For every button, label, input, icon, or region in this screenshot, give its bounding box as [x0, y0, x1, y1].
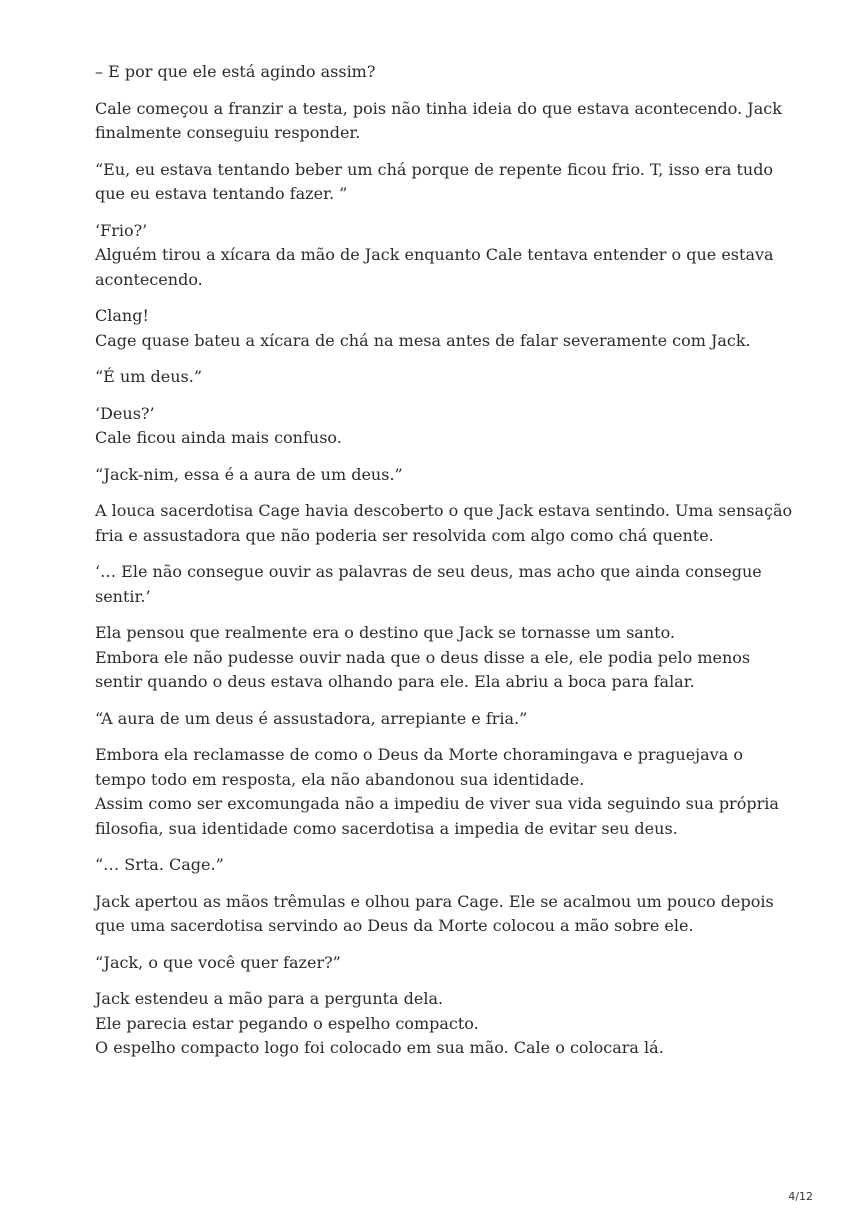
paragraph — [95, 853, 795, 878]
text-line: ‘Frio?’ — [95, 220, 148, 240]
text-line: O espelho compacto logo foi colocado em sua mão. Cale o colocara lá. — [95, 1038, 664, 1057]
paragraph — [95, 707, 795, 732]
text-line: “Jack-nim, essa é a aura de um deus.” — [95, 464, 403, 484]
text-line: ‘… Ele não consegue ouvir as palavras de seu deus, mas acho que ainda consegue sentir.’ — [95, 562, 762, 606]
paragraph — [95, 304, 795, 353]
paragraph — [95, 743, 795, 841]
text-line: Cage quase bateu a xícara de chá na mesa antes de falar severamente com Jack. — [95, 330, 751, 350]
text-line: Embora ela reclamasse de como o Deus da Morte choramingava e praguejava o tempo todo em resposta, ela não abandonou sua identidade. — [95, 745, 743, 789]
text-line: Clang! — [95, 306, 149, 325]
text-line: Ele parecia estar pegando o espelho compacto. — [95, 1013, 479, 1033]
text-line: – E por que ele está agindo assim? — [95, 62, 376, 81]
paragraph — [95, 60, 795, 85]
text-line: Jack estendeu a mão para a pergunta dela. — [95, 989, 444, 1008]
text-line: A louca sacerdotisa Cage havia descoberto o que Jack estava sentindo. Uma sensação fria e assustadora que não poderia ser resolvida com algo como chá quente. — [95, 501, 793, 545]
document-body — [95, 60, 795, 1073]
text-line: ‘Deus?’ — [95, 403, 155, 423]
text-line: Cale ficou ainda mais confuso. — [95, 428, 342, 447]
paragraph — [95, 621, 795, 695]
text-line: Jack apertou as mãos trêmulas e olhou para Cage. Ele se acalmou um pouco depois que uma sacerdotisa servindo ao Deus da Morte colocou a mão sobre ele. — [95, 891, 774, 935]
text-line: Assim como ser excomungada não a impediu de viver sua vida seguindo sua própria filosofia, sua identidade como sacerdotisa a impedia de evitar seu deus. — [95, 794, 779, 838]
paragraph — [95, 560, 795, 609]
text-line: Embora ele não pudesse ouvir nada que o deus disse a ele, ele podia pelo menos sentir quando o deus estava olhando para ele. Ela abriu a boca para falar. — [95, 647, 751, 691]
paragraph — [95, 97, 795, 146]
paragraph — [95, 987, 795, 1061]
paragraph — [95, 158, 795, 207]
text-line: Alguém tirou a xícara da mão de Jack enquanto Cale tentava entender o que estava acontecendo. — [95, 245, 774, 289]
paragraph — [95, 890, 795, 939]
paragraph — [95, 402, 795, 451]
text-line: “… Srta. Cage.” — [95, 855, 224, 874]
text-line: “É um deus.” — [95, 367, 202, 386]
text-line: “A aura de um deus é assustadora, arrepiante e fria.” — [95, 708, 528, 728]
text-line: Cale começou a franzir a testa, pois não tinha ideia do que estava acontecendo. Jack finalmente conseguiu responder. — [95, 98, 782, 142]
text-line: “Eu, eu estava tentando beber um chá porque de repente ficou frio. T, isso era tudo que eu estava tentando fazer. ” — [95, 159, 774, 203]
text-line: “Jack, o que você quer fazer?” — [95, 952, 341, 972]
text-line: Ela pensou que realmente era o destino que Jack se tornasse um santo. — [95, 623, 676, 642]
paragraph — [95, 951, 795, 976]
paragraph — [95, 219, 795, 293]
page-number: 4/12 — [788, 1190, 813, 1203]
paragraph — [95, 499, 795, 548]
paragraph — [95, 365, 795, 390]
paragraph — [95, 463, 795, 488]
